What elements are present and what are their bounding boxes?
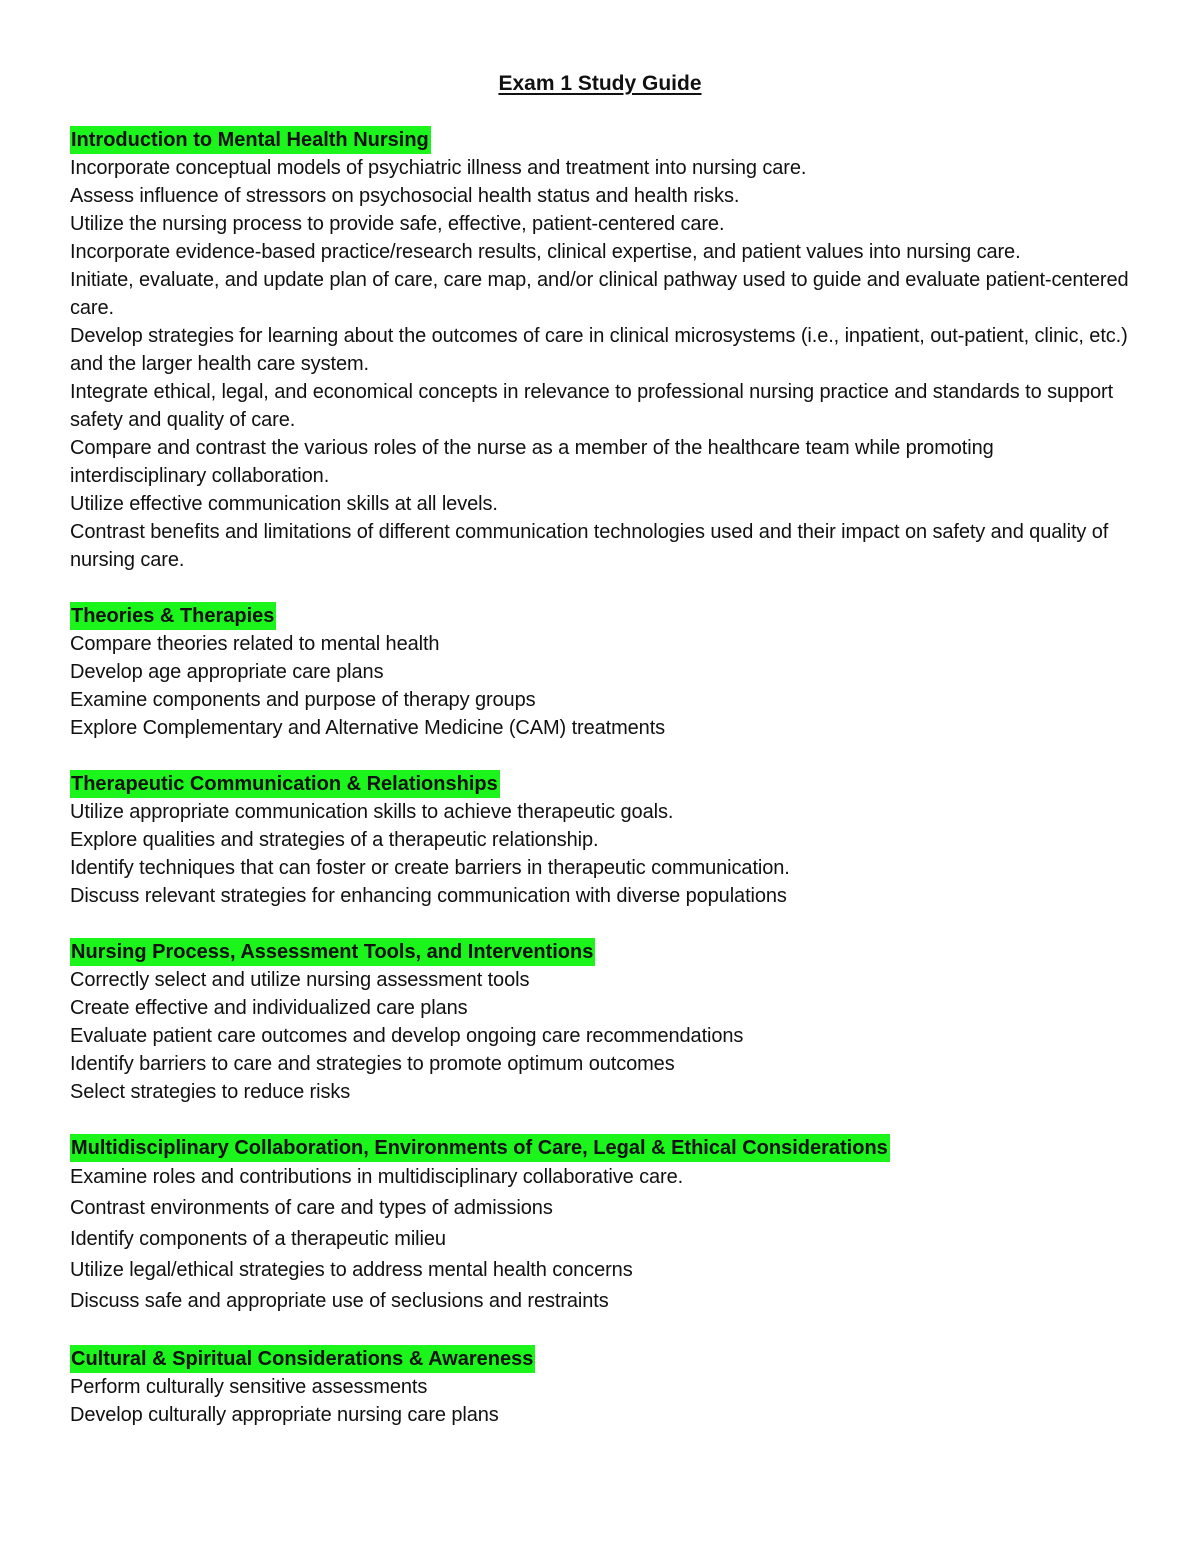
- list-item: Create effective and individualized care plans: [70, 997, 468, 1019]
- list-item: Examine roles and contributions in multidisciplinary collaborative care.: [70, 1166, 684, 1188]
- section-cultural-spiritual: [70, 1345, 1130, 1429]
- list-item: Correctly select and utilize nursing assessment tools: [70, 969, 530, 991]
- section-therapeutic-communication: [70, 770, 1130, 910]
- list-item: Assess influence of stressors on psychosocial health status and health risks.: [70, 185, 740, 207]
- list-item: Examine components and purpose of therapy groups: [70, 689, 536, 711]
- section-theories-therapies: [70, 602, 1130, 742]
- list-item: Select strategies to reduce risks: [70, 1081, 351, 1103]
- section-heading: Multidisciplinary Collaboration, Environments of Care, Legal & Ethical Considerations: [70, 1134, 890, 1162]
- list-item: Compare theories related to mental health: [70, 633, 440, 655]
- list-item: Identify techniques that can foster or create barriers in therapeutic communication.: [70, 857, 790, 879]
- section-heading: Cultural & Spiritual Considerations & Awareness: [70, 1345, 535, 1373]
- list-item: Identify barriers to care and strategies to promote optimum outcomes: [70, 1053, 675, 1075]
- list-item: Perform culturally sensitive assessments: [70, 1376, 428, 1398]
- list-item: Utilize legal/ethical strategies to address mental health concerns: [70, 1259, 633, 1281]
- list-item: Explore Complementary and Alternative Medicine (CAM) treatments: [70, 717, 666, 739]
- list-item: Develop culturally appropriate nursing care plans: [70, 1404, 499, 1426]
- list-item: Discuss relevant strategies for enhancing communication with diverse populations: [70, 885, 787, 907]
- list-item: Discuss safe and appropriate use of seclusions and restraints: [70, 1290, 609, 1312]
- section-multidisciplinary-collaboration: [70, 1134, 1130, 1317]
- document-title: Exam 1 Study Guide: [498, 72, 702, 95]
- section-heading: Introduction to Mental Health Nursing: [70, 126, 431, 154]
- list-item: Identify components of a therapeutic milieu: [70, 1228, 446, 1250]
- list-item: Develop age appropriate care plans: [70, 661, 384, 683]
- section-nursing-process: [70, 938, 1130, 1106]
- list-item: Compare and contrast the various roles of the nurse as a member of the healthcare team while promoting interdisciplinary collaboration.: [70, 437, 994, 487]
- list-item: Utilize appropriate communication skills to achieve therapeutic goals.: [70, 801, 674, 823]
- list-item: Integrate ethical, legal, and economical concepts in relevance to professional nursing practice and standards to support safety and quality of care.: [70, 381, 1114, 431]
- list-item: Utilize the nursing process to provide safe, effective, patient-centered care.: [70, 213, 725, 235]
- section-heading: Theories & Therapies: [70, 602, 276, 630]
- section-intro-mental-health: [70, 126, 1130, 574]
- list-item: Initiate, evaluate, and update plan of care, care map, and/or clinical pathway used to guide and evaluate patient-centered care.: [70, 269, 1129, 319]
- list-item: Contrast benefits and limitations of different communication technologies used and their impact on safety and quality of nursing care.: [70, 521, 1109, 571]
- list-item: Explore qualities and strategies of a therapeutic relationship.: [70, 829, 599, 851]
- list-item: Incorporate evidence-based practice/research results, clinical expertise, and patient values into nursing care.: [70, 241, 1021, 263]
- list-item: Utilize effective communication skills at all levels.: [70, 493, 498, 515]
- list-item: Evaluate patient care outcomes and develop ongoing care recommendations: [70, 1025, 744, 1047]
- section-heading: Nursing Process, Assessment Tools, and Interventions: [70, 938, 595, 966]
- list-item: Develop strategies for learning about the outcomes of care in clinical microsystems (i.e., inpatient, out-patient, clinic, etc.) and the larger health care system.: [70, 325, 1128, 375]
- section-heading: Therapeutic Communication & Relationships: [70, 770, 500, 798]
- list-item: Incorporate conceptual models of psychiatric illness and treatment into nursing care.: [70, 157, 807, 179]
- document-page: [70, 70, 1130, 1457]
- list-item: Contrast environments of care and types of admissions: [70, 1197, 553, 1219]
